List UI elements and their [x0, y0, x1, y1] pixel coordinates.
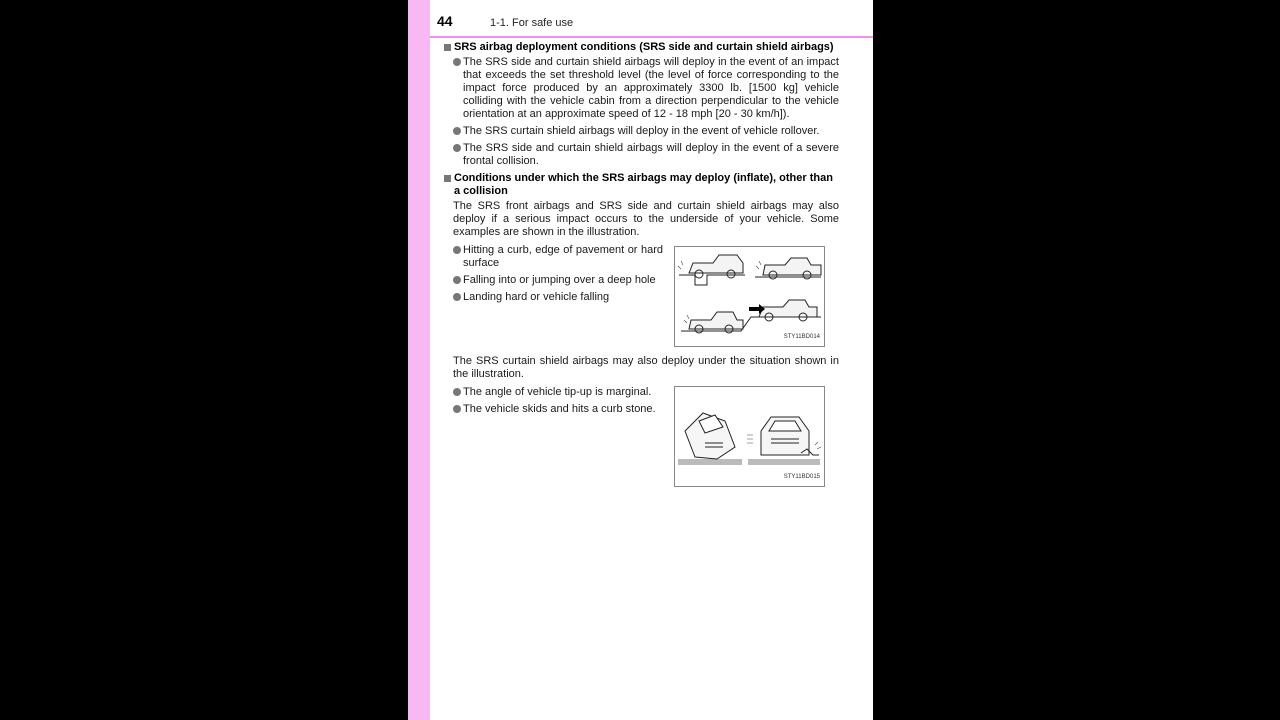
square-bullet-icon — [444, 44, 451, 51]
curtain-intro-paragraph: The SRS curtain shield airbags may also deploy under the situation shown in the illustration. — [453, 355, 839, 380]
page-content — [443, 41, 839, 491]
bullet-dot-icon — [453, 144, 461, 152]
page-header — [430, 0, 873, 38]
section-heading-deployment-conditions: SRS airbag deployment conditions (SRS side and curtain shield airbags) — [443, 41, 839, 54]
rollover-block — [443, 386, 839, 491]
figure-code: STY11BD014 — [783, 334, 820, 340]
underside-impact-block — [443, 244, 839, 349]
section-heading-other-conditions: Conditions under which the SRS airbags may deploy (inflate), other than a collision — [443, 172, 839, 198]
section-breadcrumb: 1-1. For safe use — [490, 17, 574, 29]
manual-page — [408, 0, 873, 720]
bullet-dot-icon — [453, 388, 461, 396]
figure-code: STY11BD015 — [783, 474, 820, 480]
bullet-dot-icon — [453, 405, 461, 413]
bullet-dot-icon — [453, 127, 461, 135]
bullet-dot-icon — [453, 293, 461, 301]
list-item: Falling into or jumping over a deep hole — [453, 274, 663, 287]
list-item: The SRS curtain shield airbags will deploy in the event of vehicle rollover. — [453, 125, 839, 138]
chapter-tab-strip — [408, 0, 430, 720]
square-bullet-icon — [444, 175, 451, 182]
bullet-dot-icon — [453, 58, 461, 66]
rollover-list — [453, 386, 663, 416]
list-item: The SRS side and curtain shield airbags will deploy in the event of a severe frontal collision. — [453, 142, 839, 168]
rollover-illustration — [674, 386, 825, 487]
underside-impact-illustration — [674, 246, 825, 347]
list-item: The angle of vehicle tip-up is marginal. — [453, 386, 663, 399]
list-item: The vehicle skids and hits a curb stone. — [453, 403, 663, 416]
list-item: The SRS side and curtain shield airbags will deploy in the event of an impact that exceeds the set threshold level (the level of force corresponding to the impact force produced by an approximately 3300 lb. [1500 kg] vehicle colliding with the vehicle cabin from a direction perpendicular to the vehicle orientation at an approximate speed of 12 - 18 mph [20 - 30 km/h]). — [453, 56, 839, 121]
intro-paragraph: The SRS front airbags and SRS side and curtain shield airbags may also deploy if a serious impact occurs to the underside of your vehicle. Some examples are shown in the illustration. — [453, 200, 839, 238]
underside-impact-list — [453, 244, 663, 304]
list-item: Landing hard or vehicle falling — [453, 291, 663, 304]
bullet-dot-icon — [453, 246, 461, 254]
page-number: 44 — [437, 13, 453, 29]
list-item: Hitting a curb, edge of pavement or hard surface — [453, 244, 663, 270]
bullet-dot-icon — [453, 276, 461, 284]
deployment-conditions-list — [453, 56, 839, 168]
